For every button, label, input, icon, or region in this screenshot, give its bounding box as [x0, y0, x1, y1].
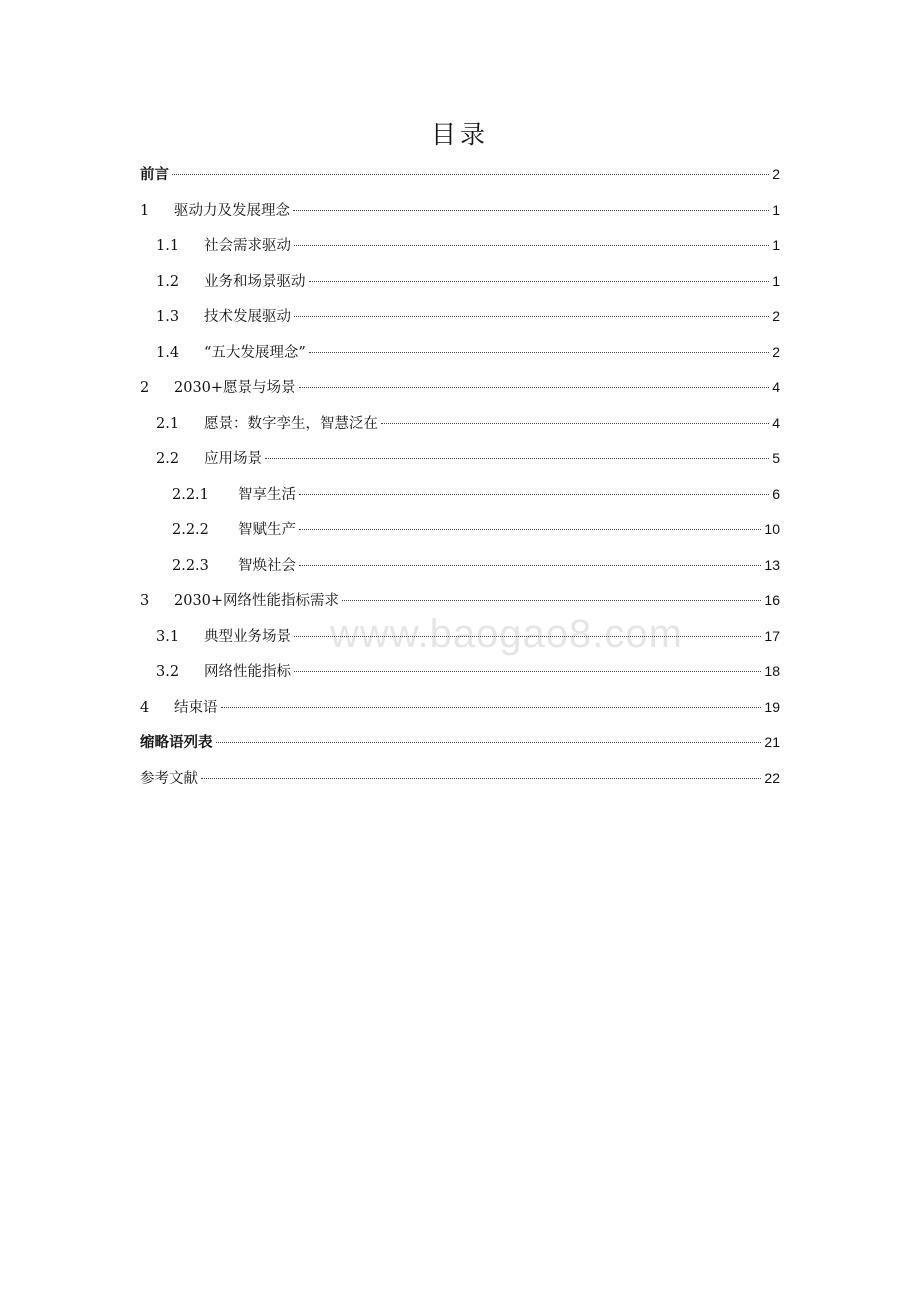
toc-entry-title: 智享生活: [238, 486, 296, 503]
dot-leader: [294, 636, 761, 637]
toc-entry[interactable]: [140, 654, 780, 690]
dot-leader: [221, 707, 762, 708]
toc-entry-title: 智赋生产: [238, 522, 296, 538]
toc-entry[interactable]: [140, 193, 780, 229]
toc-entry-number: 2.2: [156, 451, 180, 467]
toc-entry-number: 3.1: [156, 628, 180, 645]
toc-entry[interactable]: [140, 690, 780, 726]
dot-leader: [309, 352, 769, 353]
dot-leader: [299, 387, 770, 388]
toc-entry-title: 结束语: [174, 699, 218, 716]
dot-leader: [172, 174, 769, 175]
toc-entry-number: 1.1: [156, 238, 180, 254]
dot-leader: [309, 281, 770, 282]
toc-entry-page-number: 2: [772, 343, 780, 360]
dot-leader: [299, 529, 761, 530]
toc-entry[interactable]: [140, 335, 780, 371]
toc-entry[interactable]: [140, 619, 780, 655]
toc-entry-page-number: 6: [772, 485, 780, 502]
toc-entry-page-number: 5: [772, 450, 780, 466]
toc-entry-page-number: 22: [764, 769, 780, 786]
toc-entry-page-number: 17: [764, 627, 780, 644]
toc-entry-title: 网络性能指标: [204, 664, 291, 680]
toc-entry-page-number: 18: [764, 663, 780, 679]
dot-leader: [294, 671, 761, 672]
toc-entry-title: 前言: [140, 166, 169, 183]
toc-entry-number: 2.2.3: [172, 557, 209, 574]
toc-entry[interactable]: [140, 406, 780, 442]
toc-entry[interactable]: [140, 299, 780, 335]
toc-entry-number: 3.2: [156, 664, 180, 680]
toc-entry-title: 参考文献: [140, 770, 198, 787]
dot-leader: [265, 458, 769, 459]
toc-entry[interactable]: [140, 725, 780, 761]
toc-entry-page-number: 4: [772, 379, 780, 395]
toc-entry-page-number: 13: [764, 556, 780, 573]
toc-entry-title: 技术发展驱动: [204, 309, 291, 325]
toc-entry-number: 1: [140, 202, 150, 219]
toc-entry-page-number: 2: [772, 166, 780, 182]
toc-entry-title: 愿景：数字孪生，智慧泛在: [204, 415, 378, 432]
toc-entry-number: 1.4: [156, 344, 180, 361]
toc-entry[interactable]: [140, 264, 780, 300]
toc-entry-page-number: 4: [772, 414, 780, 431]
dot-leader: [294, 316, 769, 317]
dot-leader: [299, 494, 769, 495]
toc-entry-title: 应用场景: [204, 451, 262, 467]
dot-leader: [381, 423, 769, 424]
toc-entry[interactable]: [140, 441, 780, 477]
toc-entry-number: 3: [140, 593, 150, 609]
toc-entry-title: “五大发展理念”: [204, 344, 306, 361]
toc-entry-page-number: 19: [764, 698, 780, 715]
toc-entry-page-number: 21: [764, 734, 780, 750]
toc-entry-number: 4: [140, 699, 150, 716]
dot-leader: [342, 600, 761, 601]
table-of-contents: [140, 157, 780, 796]
dot-leader: [299, 565, 761, 566]
toc-entry-title: 智焕社会: [238, 557, 296, 574]
toc-entry-page-number: 2: [772, 308, 780, 324]
toc-entry[interactable]: [140, 370, 780, 406]
toc-entry-number: 2.2.2: [172, 522, 209, 538]
toc-entry-page-number: 1: [772, 272, 780, 289]
toc-entry-page-number: 10: [764, 521, 780, 537]
toc-entry[interactable]: [140, 548, 780, 584]
toc-title: 目录: [430, 120, 489, 149]
toc-entry[interactable]: [140, 583, 780, 619]
toc-entry-number: 1.2: [156, 273, 180, 290]
toc-entry-number: 1.3: [156, 309, 180, 325]
dot-leader: [294, 245, 769, 246]
toc-entry-number: 2: [140, 380, 150, 396]
toc-entry-page-number: 16: [764, 592, 780, 608]
toc-entry[interactable]: [140, 228, 780, 264]
toc-entry[interactable]: [140, 477, 780, 513]
toc-entry-title: 2030+愿景与场景: [174, 380, 296, 396]
toc-entry-title: 驱动力及发展理念: [174, 202, 290, 219]
toc-entry-title: 业务和场景驱动: [204, 273, 306, 290]
toc-entry-title: 缩略语列表: [140, 734, 213, 751]
toc-entry-title: 2030+网络性能指标需求: [174, 593, 340, 609]
toc-entry-number: 2.2.1: [172, 486, 209, 503]
toc-entry-title: 社会需求驱动: [204, 238, 291, 254]
toc-entry-page-number: 1: [772, 201, 780, 218]
toc-entry-page-number: 1: [772, 237, 780, 253]
toc-entry-title: 典型业务场景: [204, 628, 291, 645]
dot-leader: [293, 210, 769, 211]
toc-entry[interactable]: [140, 157, 780, 193]
toc-entry-number: 2.1: [156, 415, 180, 432]
toc-entry[interactable]: [140, 512, 780, 548]
toc-entry[interactable]: [140, 761, 780, 797]
dot-leader: [201, 778, 761, 779]
dot-leader: [216, 742, 762, 743]
watermark: www.baogao8.com: [330, 612, 683, 656]
